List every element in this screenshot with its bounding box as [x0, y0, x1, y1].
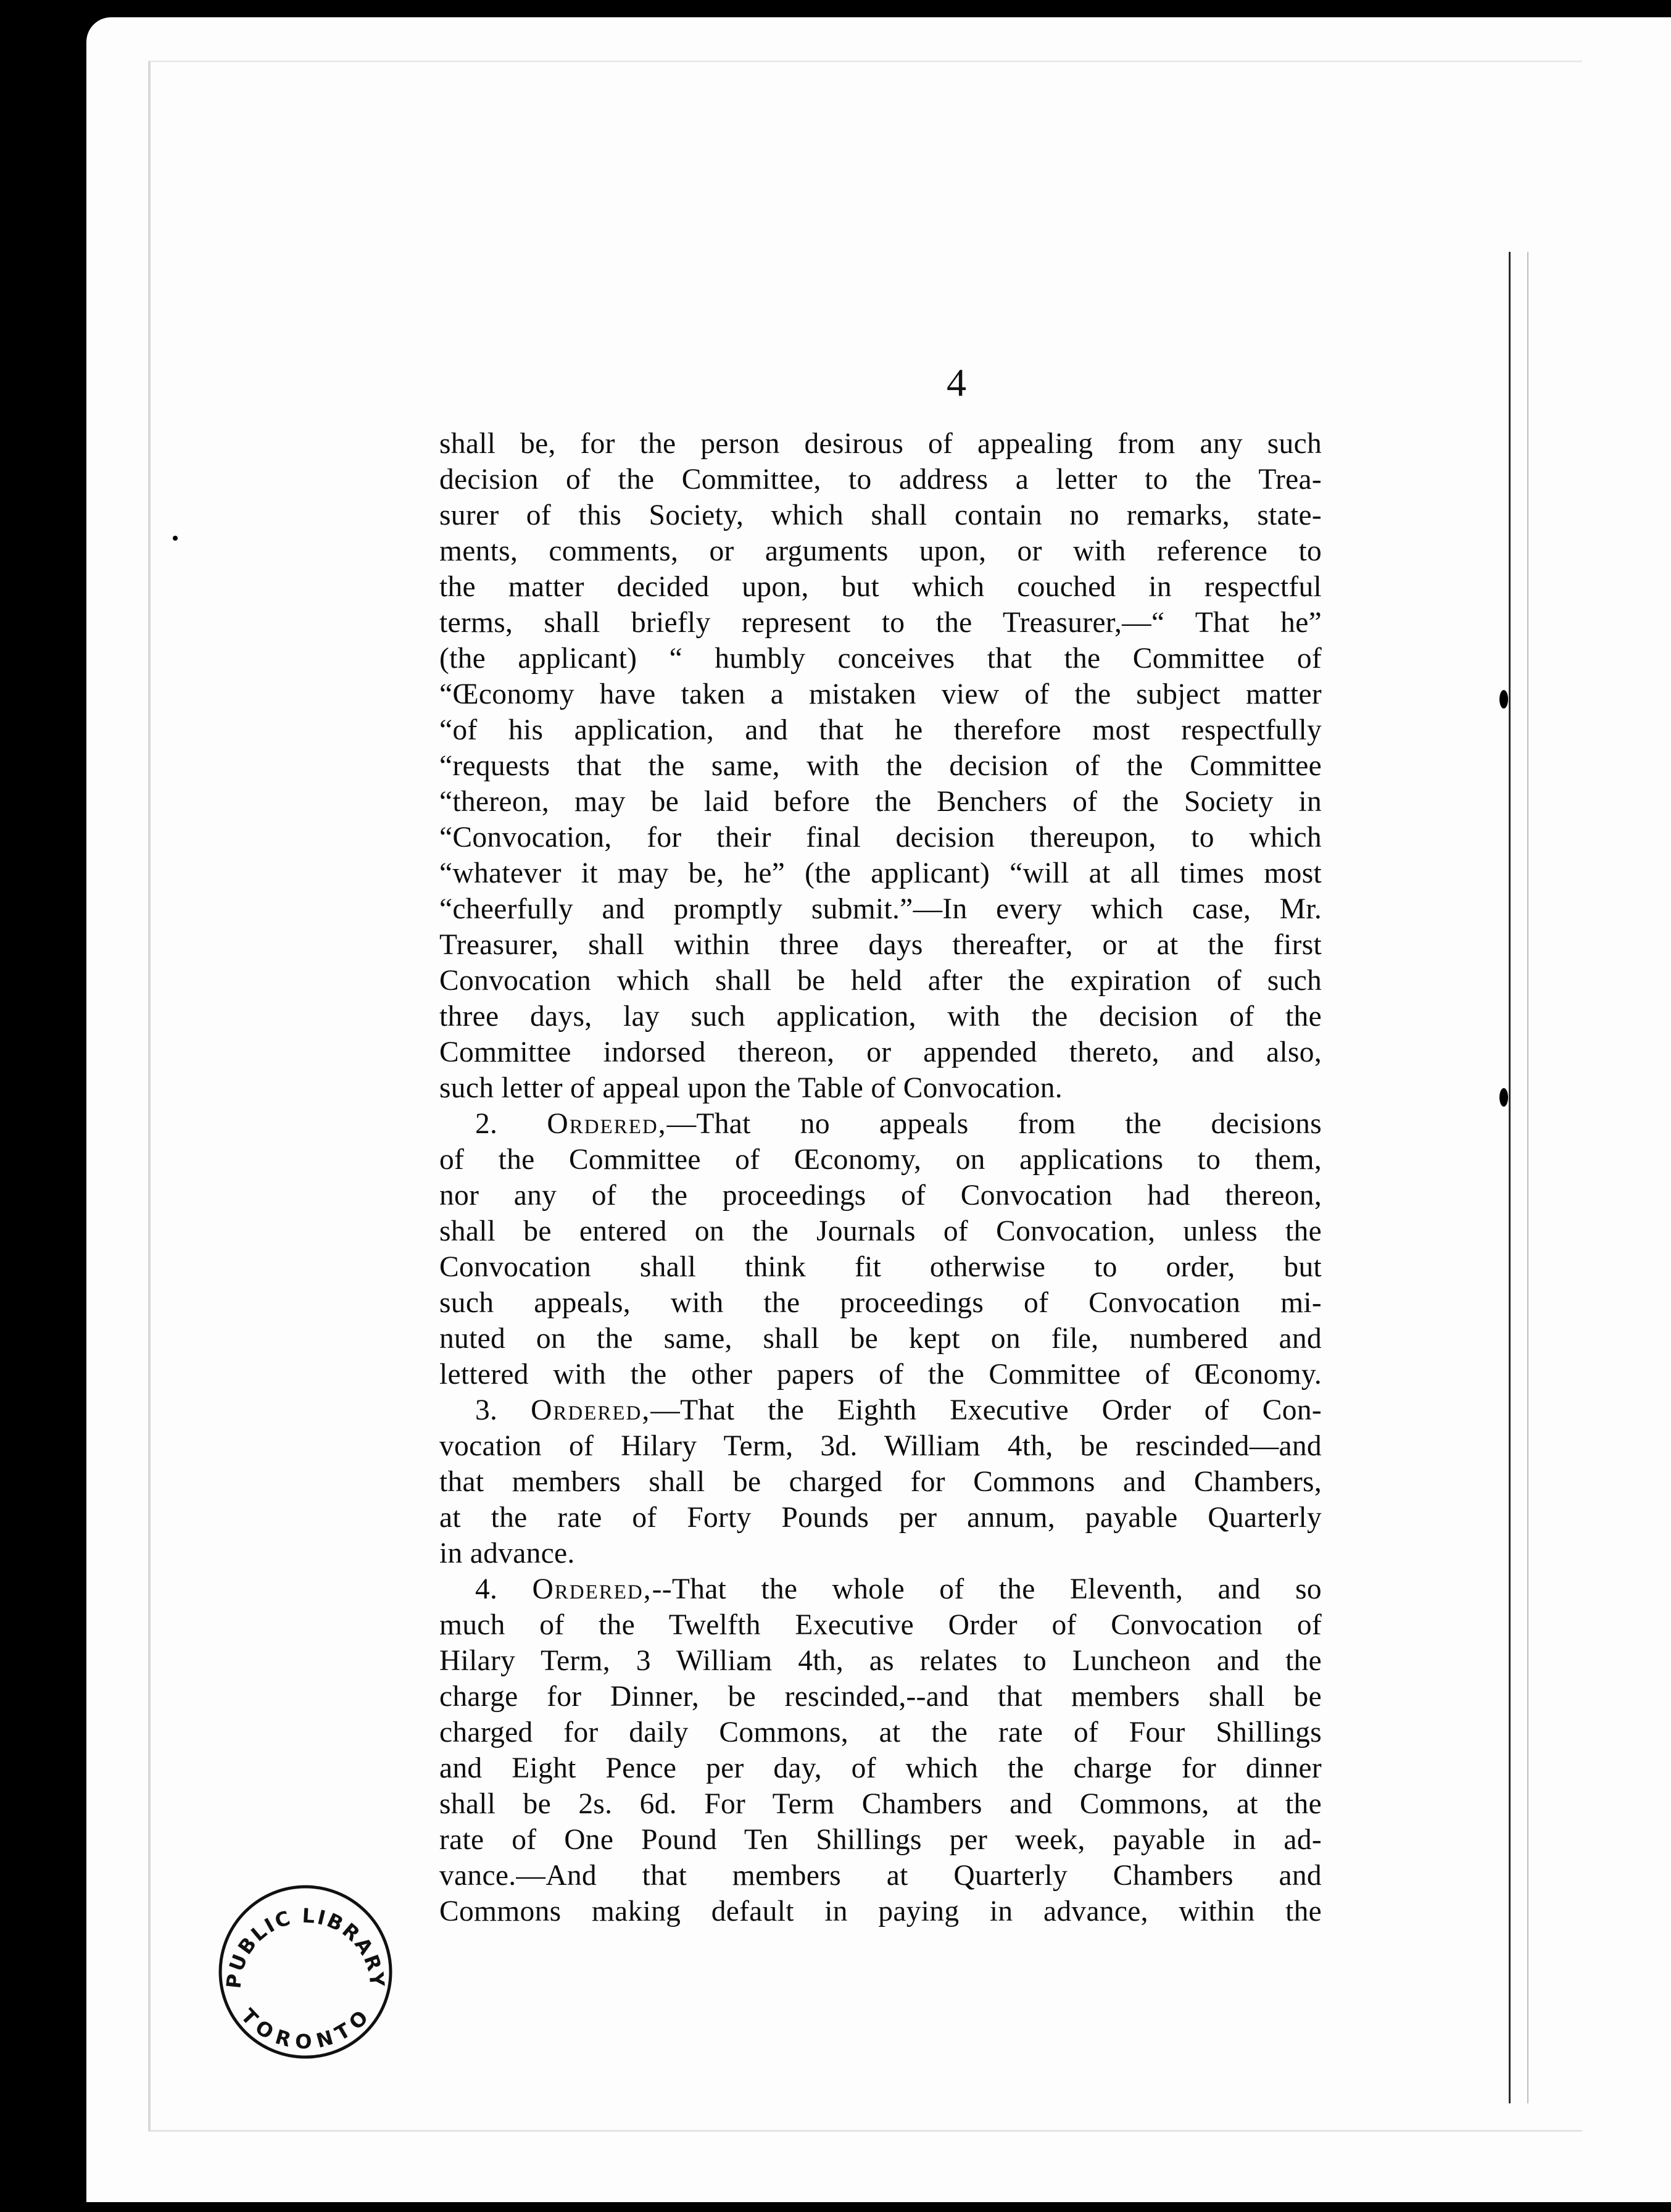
text-line: (the applicant) “ humbly conceives that the Committee of: [439, 642, 1322, 675]
text-line: that members shall be charged for Commons and Chambers,: [439, 1466, 1322, 1498]
text-line: “of his application, and that he therefore most respectfully: [439, 714, 1322, 746]
text-line: shall be, for the person desirous of appealing from any such: [439, 428, 1322, 460]
ordered-label: Ordered,: [531, 1394, 651, 1426]
text-line: “thereon, may be laid before the Benchers of the Society in: [439, 786, 1322, 818]
text-line: much of the Twelfth Executive Order of Convocation of: [439, 1609, 1322, 1641]
text-line: ments, comments, or arguments upon, or with reference to: [439, 535, 1322, 567]
text-line: vance.—And that members at Quarterly Chambers and: [439, 1860, 1322, 1892]
text-line: “whatever it may be, he” (the applicant) “will at all times most: [439, 857, 1322, 889]
text-line: surer of this Society, which shall contain no remarks, state-: [439, 499, 1322, 531]
order-first-line: [439, 1571, 1322, 1607]
text-line: “requests that the same, with the decision of the Committee: [439, 750, 1322, 782]
page-edge-line: [1509, 252, 1511, 2103]
scan-speck: [68, 202, 77, 221]
ordered-label: Ordered,: [547, 1108, 667, 1140]
text-line: rate of One Pound Ten Shillings per week, payable in ad-: [439, 1824, 1322, 1856]
text-line: nuted on the same, shall be kept on file, numbered and: [439, 1323, 1322, 1355]
library-stamp: [213, 1879, 398, 2064]
text-line: --That the whole of the Eleventh, and so: [652, 1573, 1322, 1605]
ordered-label: Ordered,: [532, 1573, 652, 1605]
text-line: decision of the Committee, to address a letter to the Trea-: [439, 464, 1322, 496]
text-line: “cheerfully and promptly submit.”—In every which case, Mr.: [439, 893, 1322, 925]
text-line: Commons making default in paying in advance, within the: [439, 1895, 1322, 1927]
scan-speck: [1499, 690, 1508, 709]
text-line: shall be entered on the Journals of Convocation, unless the: [439, 1215, 1322, 1247]
scan-speck: [43, 653, 56, 678]
text-line: terms, shall briefly represent to the Treasurer,—“ That he”: [439, 607, 1322, 639]
text-line: “Œconomy have taken a mistaken view of the subject matter: [439, 678, 1322, 710]
text-line: —That no appeals from the decisions: [666, 1108, 1322, 1140]
order-first-line: [439, 1392, 1322, 1428]
text-line: such letter of appeal upon the Table of Convocation.: [439, 1072, 1063, 1104]
text-line: nor any of the proceedings of Convocation had thereon,: [439, 1179, 1322, 1212]
page-body: [439, 426, 1322, 1929]
text-line: in advance.: [439, 1537, 575, 1570]
order-first-line: [439, 1106, 1322, 1142]
scan-speck: [1499, 1088, 1508, 1107]
stamp-bottom-text: TORONTO: [236, 2003, 375, 2054]
text-line: Convocation which shall be held after the expiration of such: [439, 965, 1322, 997]
order-number: 3.: [475, 1394, 498, 1426]
order-number: 2.: [475, 1108, 498, 1140]
text-line: of the Committee of Œconomy, on applications to them,: [439, 1144, 1322, 1176]
text-line: vocation of Hilary Term, 3d. William 4th, be rescinded—and: [439, 1430, 1322, 1462]
text-line: —That the Eighth Executive Order of Con-: [650, 1394, 1322, 1426]
text-line: charge for Dinner, be rescinded,--and that members shall be: [439, 1681, 1322, 1713]
order-number: 4.: [475, 1573, 498, 1605]
text-line: “Convocation, for their final decision thereupon, to which: [439, 821, 1322, 854]
text-line: Committee indorsed thereon, or appended thereto, and also,: [439, 1036, 1322, 1068]
text-line: the matter decided upon, but which couched in respectful: [439, 571, 1322, 603]
page-number: 4: [947, 360, 966, 404]
scan-speck: [173, 536, 178, 541]
text-line: shall be 2s. 6d. For Term Chambers and Commons, at the: [439, 1788, 1322, 1820]
text-line: at the rate of Forty Pounds per annum, payable Quarterly: [439, 1502, 1322, 1534]
text-line: and Eight Pence per day, of which the charge for dinner: [439, 1752, 1322, 1784]
text-line: Convocation shall think fit otherwise to order, but: [439, 1251, 1322, 1283]
page-edge-shadow: [1527, 252, 1528, 2103]
text-line: such appeals, with the proceedings of Convocation mi-: [439, 1287, 1322, 1319]
text-line: Treasurer, shall within three days thereafter, or at the first: [439, 929, 1322, 961]
text-line: three days, lay such application, with the decision of the: [439, 1000, 1322, 1033]
stamp-top-text: PUBLIC LIBRARY: [222, 1903, 389, 1990]
text-line: charged for daily Commons, at the rate of Four Shillings: [439, 1716, 1322, 1748]
text-line: lettered with the other papers of the Committee of Œconomy.: [439, 1358, 1322, 1391]
text-line: Hilary Term, 3 William 4th, as relates to Luncheon and the: [439, 1645, 1322, 1677]
